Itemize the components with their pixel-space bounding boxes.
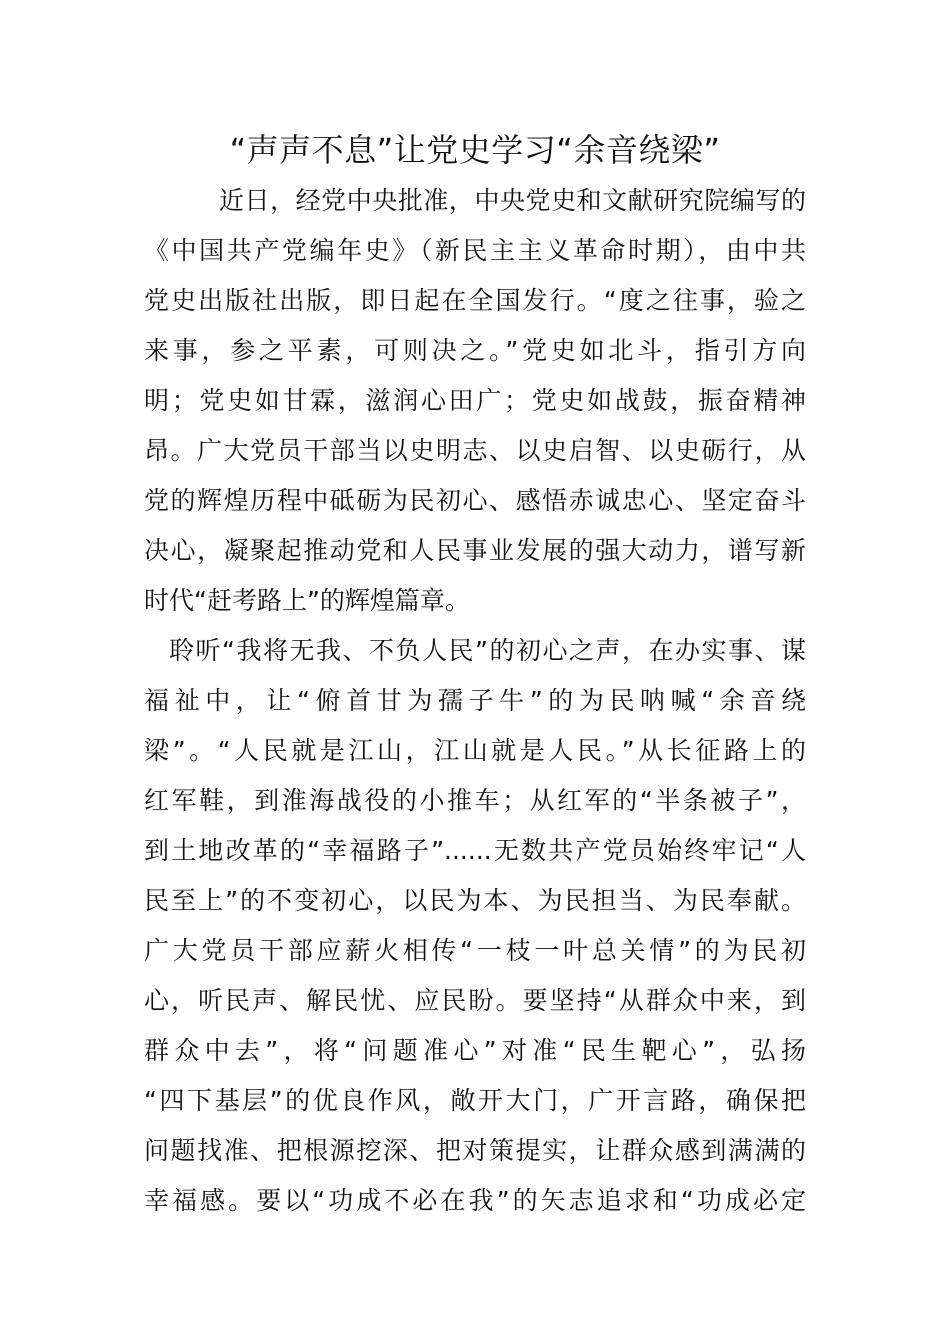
text-line: 民至上”的不变初心，以民为本、为民担当、为民奉献。 [144,886,806,915]
text-line: 红军鞋，到淮海战役的小推车；从红军的“半条被子”， [144,786,806,815]
text-line: 广大党员干部应薪火相传“一枝一叶总关情”的为民初 [144,936,806,965]
document-title: “声声不息”让党史学习“余音绕梁” [229,131,721,169]
text-line: 梁”。“人民就是江山，江山就是人民。”从长征路上的 [144,736,806,765]
text-line: 聆听“我将无我、不负人民”的初心之声，在办实事、谋 [169,636,806,665]
text-line: 来事，参之平素，可则决之。”党史如北斗，指引方向 [144,336,806,365]
text-line: 到土地改革的“幸福路子”......无数共产党员始终牢记“人 [144,836,806,865]
text-line: 问题找准、把根源挖深、把对策提实，让群众感到满满的 [144,1136,806,1165]
text-line: 明；党史如甘霖，滋润心田广；党史如战鼓，振奋精神 [144,386,806,415]
text-line: 近日，经党中央批准，中央党史和文献研究院编写的 [219,186,806,215]
text-line: 决心，凝聚起推动党和人民事业发展的强大动力，谱写新 [144,536,806,565]
paragraph-1 [144,176,806,626]
text-line: 群众中去”，将“问题准心”对准“民生靶心”，弘扬 [144,1036,806,1065]
paragraph-2 [144,626,806,1226]
document-body [144,176,806,1226]
text-line: 《中国共产党编年史》（新民主主义革命时期），由中共 [144,236,806,265]
text-line: “四下基层”的优良作风，敞开大门，广开言路，确保把 [144,1086,806,1115]
text-line: 党的辉煌历程中砥砺为民初心、感悟赤诚忠心、坚定奋斗 [144,486,806,515]
text-line: 福祉中，让“俯首甘为孺子牛”的为民呐喊“余音绕 [144,686,806,715]
text-line: 时代“赶考路上”的辉煌篇章。 [144,586,470,615]
text-line: 心，听民声、解民忧、应民盼。要坚持“从群众中来，到 [144,986,806,1015]
text-line: 党史出版社出版，即日起在全国发行。“度之往事，验之 [144,286,806,315]
text-line: 幸福感。要以“功成不必在我”的矢志追求和“功成必定 [144,1186,806,1215]
text-line: 昂。广大党员干部当以史明志、以史启智、以史砺行，从 [144,436,806,465]
